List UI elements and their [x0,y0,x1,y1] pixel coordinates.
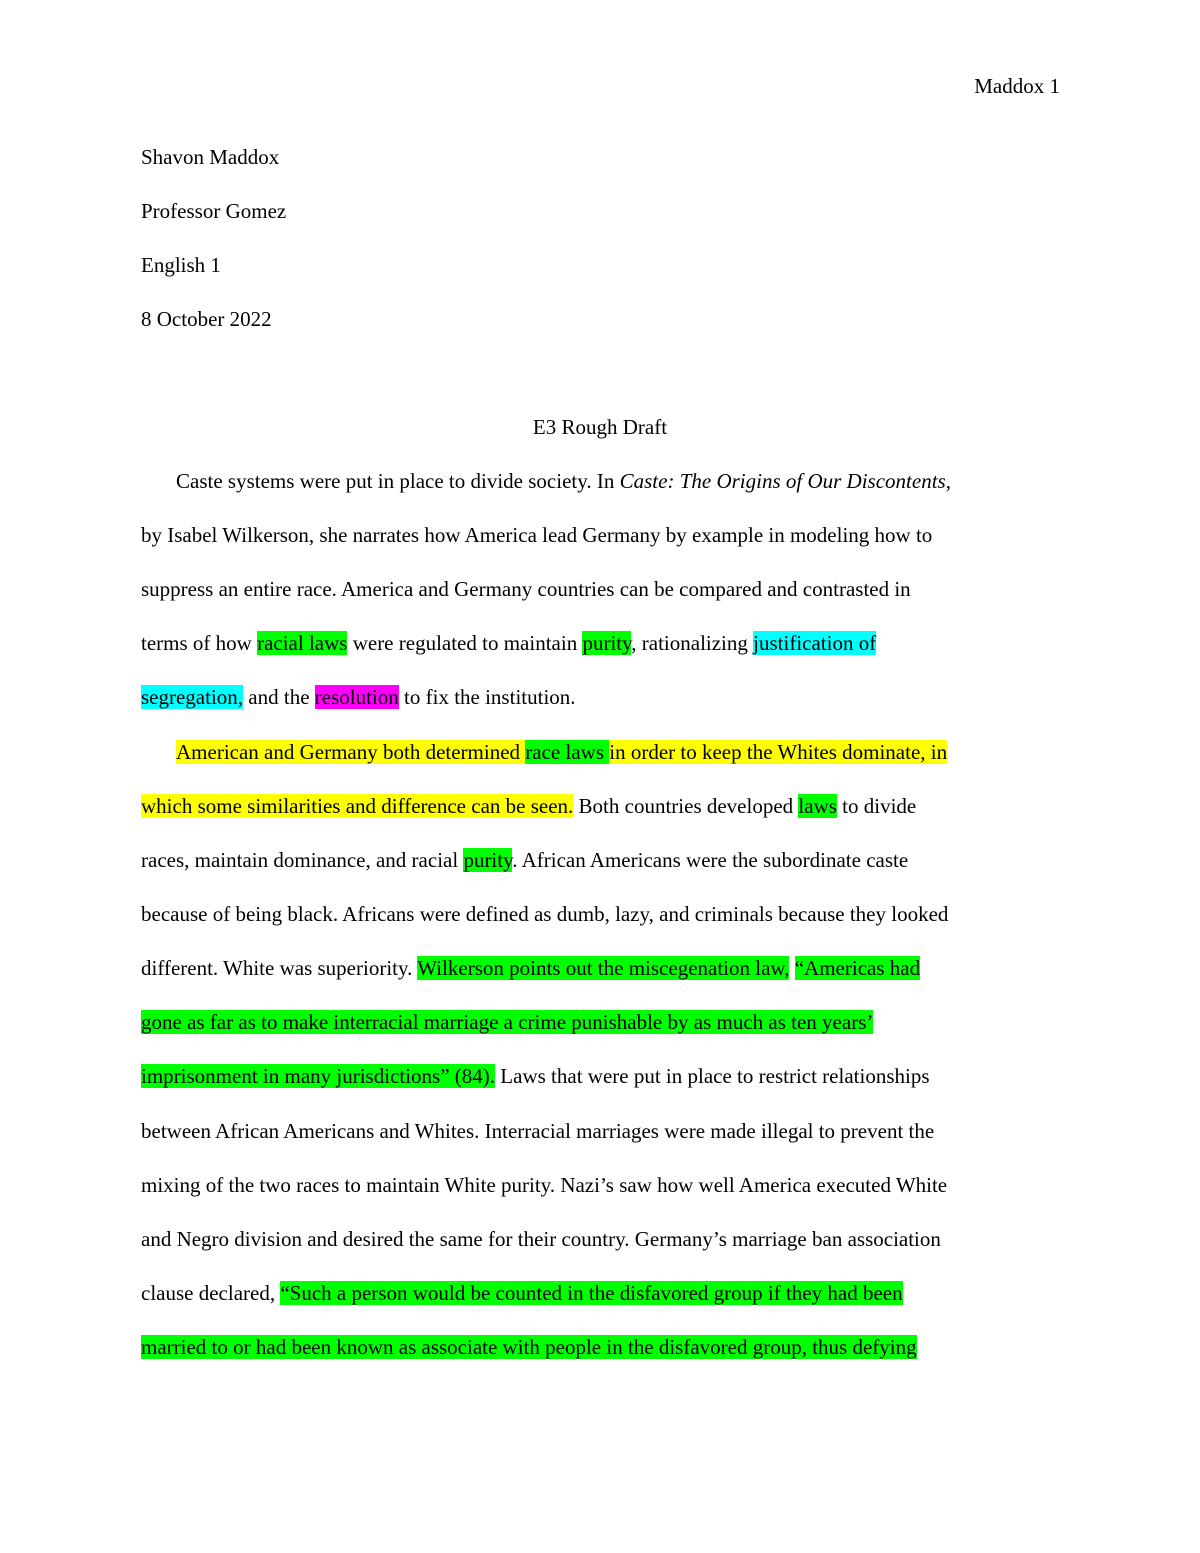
page-number: 1 [1049,74,1060,98]
highlighted-text: resolution [314,685,399,709]
text-run: by Isabel Wilkerson, she narrates how America lead Germany by example in modeling how to [141,523,933,547]
body-line [141,954,920,982]
highlighted-text: laws [798,794,837,818]
text-run: to fix the institution. [398,685,576,709]
text-run: and the [243,685,315,709]
body-line [141,1279,903,1307]
highlighted-text: race laws [525,740,610,764]
highlighted-text: Wilkerson points out the miscegenation law, [417,956,790,980]
text-run: Both countries developed [573,794,799,818]
highlighted-text: married to or had been known as associate with people in the disfavored group, thus defying [141,1335,917,1359]
body-line [141,846,908,874]
highlighted-text: segregation, [141,685,244,709]
highlighted-text: American and Germany both determined [176,740,526,764]
text-run: different. White was superiority. [141,956,418,980]
highlighted-text: which some similarities and difference can be seen. [141,794,574,818]
course-name: English 1 [141,253,221,277]
body-line [141,900,948,928]
body-line [141,1117,934,1145]
body-line [141,1333,917,1361]
date: 8 October 2022 [141,307,272,331]
text-run [789,956,794,980]
body-line [141,575,911,603]
text-run: Laws that were put in place to restrict relationships [495,1064,930,1088]
text-run: suppress an entire race. America and Germany countries can be compared and contrasted in [141,577,911,601]
text-run: because of being black. Africans were defined as dumb, lazy, and criminals because they looked [141,902,949,926]
highlighted-text: purity [463,848,513,872]
highlighted-text: “Such a person would be counted in the disfavored group if they had been [280,1281,903,1305]
text-run: races, maintain dominance, and racial [141,848,464,872]
text-run: clause declared, [141,1281,281,1305]
highlighted-text: purity [582,631,632,655]
body-line [141,629,876,657]
student-name: Shavon Maddox [141,145,280,169]
highlighted-text: imprisonment in many jurisdictions” (84). [141,1064,496,1088]
highlighted-text: gone as far as to make interracial marriage a crime punishable by as much as ten years’ [141,1010,874,1034]
body-line [141,792,916,820]
text-run: , [945,469,951,493]
text-run: . African Americans were the subordinate caste [512,848,909,872]
running-head-name: Maddox [974,74,1045,98]
body-line [141,1225,941,1253]
body-line [141,683,576,711]
body-line [141,521,932,549]
text-run: terms of how [141,631,258,655]
text-run: were regulated to maintain [347,631,583,655]
book-title: Caste: The Origins of Our Discontents [619,469,946,493]
text-run: to divide [836,794,917,818]
body-line [176,467,951,495]
text-run: , rationalizing [631,631,754,655]
body-line [176,738,947,766]
text-run: and Negro division and desired the same for their country. Germany’s marriage ban association [141,1227,941,1251]
body-line [141,1171,947,1199]
running-head [974,72,1060,100]
body-line [141,1062,930,1090]
body-line [141,1008,873,1036]
text-run: Caste systems were put in place to divide society. In [176,469,620,493]
highlighted-text: justification of [753,631,877,655]
document-title: E3 Rough Draft [532,415,668,439]
text-run: mixing of the two races to maintain White purity. Nazi’s saw how well America executed White [141,1173,948,1197]
highlighted-text: “Americas had [794,956,921,980]
highlighted-text: racial laws [257,631,348,655]
highlighted-text: in order to keep the Whites dominate, in [609,740,948,764]
professor-name: Professor Gomez [141,199,287,223]
text-run: between African Americans and Whites. Interracial marriages were made illegal to prevent the [141,1119,935,1143]
